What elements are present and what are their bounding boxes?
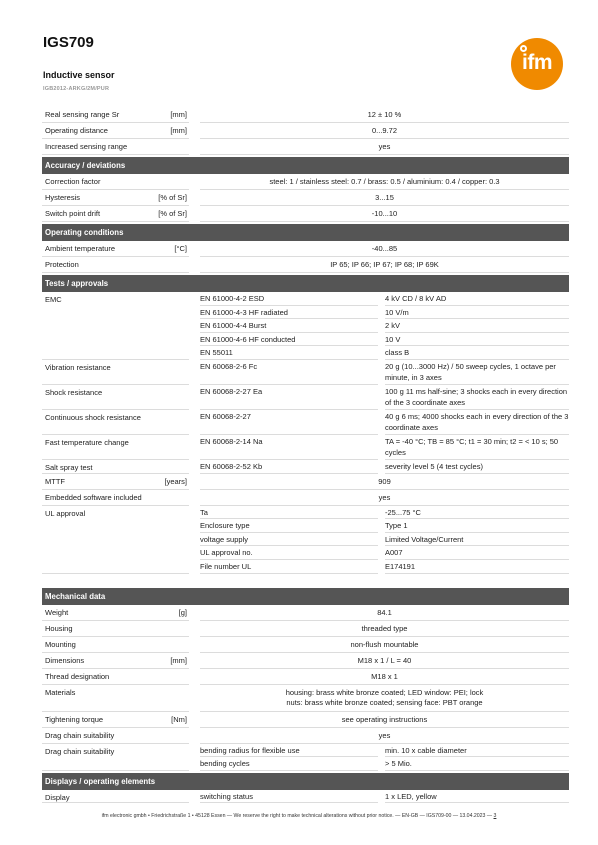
spec-label: Fast temperature change [45,438,129,447]
row-divider [42,802,189,803]
section-header: Operating conditions [42,224,569,241]
spec-label: Continuous shock resistance [45,413,141,422]
section-header: Displays / operating elements [42,773,569,790]
spec-subrow [42,292,569,306]
spec-subvalue: -25...75 °C [385,507,421,517]
spec-subvalue: 10 V/m [385,307,409,317]
spec-value [200,244,569,255]
spec-unit: [mm] [170,655,187,665]
spec-sublabel: EN 61000-4-4 Burst [200,321,267,331]
spec-subrow [42,319,569,333]
spec-value [200,177,569,188]
spec-unit: [years] [164,476,187,486]
row-divider [200,802,378,803]
spec-unit: [% of Sr] [158,193,187,202]
spec-row [42,712,569,728]
spec-subrow [42,790,569,804]
spec-value [200,142,569,153]
spec-value-line: see operating instructions [341,714,428,724]
product-title: IGS709 [43,34,94,51]
spec-subvalue: 20 g (10...3000 Hz) / 50 sweep cycles, 1 octave per minute, in 3 axes [385,362,556,382]
spec-value [200,193,569,204]
spec-label: Weight [45,607,69,617]
spec-group [42,410,569,435]
spec-unit: [Nm] [171,714,187,724]
spec-value [200,126,569,137]
spec-row [42,669,569,685]
spec-sublabel: bending cycles [200,759,250,769]
spec-subrow [42,519,569,533]
spec-subvalue: min. 10 x cable diameter [385,745,467,755]
spec-label: Mounting [45,639,76,649]
spec-value [200,688,569,709]
section-header: Tests / approvals [42,275,569,292]
footer-text: ifm electronic gmbh • Friedrichstraße 1 • 45128 Essen — We reserve the right to make technical alterations without prior notice. — EN-GB — IGS709-00 — 13.04.2023 — [101,813,493,819]
spec-value-line: 12 ± 10 % [367,110,402,119]
spec-value-line: steel: 1 / stainless steel: 0.7 / brass: 0.5 / aluminium: 0.4 / copper: 0.3 [269,177,500,186]
spec-subrow [42,546,569,560]
spec-sublabel: EN 60068-2-6 Fc [200,362,258,371]
spec-subvalue: > 5 Mio. [385,759,412,769]
row-divider [385,802,569,803]
spec-subvalue: Type 1 [385,521,408,531]
spec-subvalue: Limited Voltage/Current [385,534,464,544]
spec-value [200,260,569,271]
spec-subrow [42,333,569,347]
spec-value-line: housing: brass white bronze coated; LED window: PEI; lock [285,687,484,697]
spec-subrow [42,435,569,460]
spec-value [200,608,569,619]
logo-text: ifm [522,51,552,74]
spec-subrow [42,346,569,360]
article-number: IGB2012-ARKG/2M/PUR [43,86,110,92]
spec-row [42,107,569,123]
spec-row [42,637,569,653]
row-divider [42,221,189,222]
spec-subrow [42,410,569,435]
page-number: 3 [493,813,497,819]
spec-unit: [g] [178,607,187,617]
spec-label: Materials [45,687,76,697]
spec-label: Vibration resistance [45,363,111,372]
spec-value-line: yes [378,730,391,740]
spec-sublabel: EN 55011 [200,348,233,358]
spec-subrow [42,757,569,771]
page-footer [0,813,598,819]
row-divider [200,573,378,574]
spec-label: Ambient temperature [45,244,116,253]
spec-label: Embedded software included [45,492,142,502]
spec-label: Real sensing range Sr [45,110,120,119]
spec-label: Correction factor [45,177,101,186]
spec-value-line: nuts: brass white bronze coated; sensing face: PBT orange [286,698,483,708]
spec-row [42,123,569,139]
spec-group [42,435,569,460]
spec-sublabel: File number UL [200,561,252,571]
spec-unit: [% of Sr] [158,209,187,218]
row-divider [200,770,378,771]
row-divider [200,272,569,273]
spec-value [200,110,569,121]
spec-label: Operating distance [45,126,108,135]
spec-subvalue: severity level 5 (4 test cycles) [385,462,483,471]
spec-group [42,790,569,804]
spec-subrow [42,744,569,758]
spec-label: Housing [45,623,73,633]
spec-subvalue: TA = -40 °C; TB = 85 °C; t1 = 30 min; t2 = < 10 s; 50 cycles [385,437,559,457]
spec-sublabel: EN 61000-4-3 HF radiated [200,307,288,317]
spec-value-line: IP 65; IP 66; IP 67; IP 68; IP 69K [330,260,439,269]
spec-value [200,640,569,651]
spec-subvalue: 4 kV CD / 8 kV AD [385,294,447,303]
spec-label: Shock resistance [45,388,103,397]
spec-sublabel: EN 60068-2-27 Ea [200,387,263,396]
row-divider [385,573,569,574]
spec-label: Protection [45,260,79,269]
spec-row [42,190,569,206]
spec-label: EMC [45,295,62,304]
spec-label: Dimensions [45,655,85,665]
spec-value-line: 909 [378,476,391,486]
spec-group [42,360,569,385]
spec-sublabel: EN 60068-2-14 Na [200,437,263,446]
spec-row [42,728,569,744]
spec-subrow [42,460,569,474]
spec-sublabel: EN 60068-2-27 [200,412,251,421]
spec-row [42,621,569,637]
spec-row [42,174,569,190]
spec-value-line: M18 x 1 / L = 40 [357,655,412,665]
spec-subvalue: 100 g 11 ms half-sine; 3 shocks each in every direction of the 3 coordinate axes [385,387,568,407]
row-divider [42,272,189,273]
spec-label: Drag chain suitability [45,730,115,740]
spec-sublabel: EN 61000-4-6 HF conducted [200,334,296,344]
spec-subvalue: 10 V [385,334,401,344]
spec-subvalue: 40 g 6 ms; 4000 shocks each in every direction of the 3 coordinate axes [385,412,569,432]
spec-value-line: 0...9.72 [371,126,398,135]
row-divider [200,221,569,222]
spec-value [200,656,569,667]
spec-label: Switch point drift [45,209,101,218]
spec-value-line: -40...85 [371,244,398,253]
spec-group [42,460,569,474]
spec-sublabel: Ta [200,507,208,517]
spec-subrow [42,533,569,547]
row-divider [42,770,189,771]
spec-sublabel: bending radius for flexible use [200,745,300,755]
spec-sublabel: UL approval no. [200,548,253,558]
spec-sublabel: switching status [200,791,253,801]
spec-label: Tightening torque [45,714,104,724]
spec-value-line: threaded type [361,623,408,633]
section-header: Accuracy / deviations [42,157,569,174]
spec-row [42,490,569,506]
spec-value [200,731,569,742]
row-divider [42,154,189,155]
spec-unit: [mm] [170,110,187,119]
spec-value-line: yes [378,492,391,502]
spec-sublabel: Enclosure type [200,521,250,531]
row-divider [200,154,569,155]
spec-subvalue: 2 kV [385,321,401,331]
ifm-logo [511,38,563,90]
spec-group [42,744,569,771]
spec-subrow [42,360,569,385]
spec-value-line: -10...10 [371,209,398,218]
spec-label: Display [45,792,70,802]
spec-group [42,292,569,360]
spec-sublabel: EN 60068-2-52 Kb [200,462,263,471]
spec-subrow [42,506,569,520]
spec-value-line: non-flush mountable [350,639,419,649]
row-divider [42,573,189,574]
spec-unit: [°C] [174,244,187,253]
spec-table [42,107,569,803]
spec-label: UL approval [45,508,86,518]
spec-value [200,715,569,726]
spec-label: Thread designation [45,671,110,681]
spec-label: Hysteresis [45,193,81,202]
spec-row [42,605,569,621]
spec-subvalue: A007 [385,548,403,558]
section-header: Mechanical data [42,588,569,605]
spec-row [42,241,569,257]
spec-sublabel: voltage supply [200,534,248,544]
spec-row [42,139,569,155]
spec-sublabel: EN 61000-4-2 ESD [200,294,265,303]
spec-subrow [42,560,569,574]
spacer [42,574,569,586]
spec-value [200,477,569,488]
spec-subvalue: class B [385,348,410,358]
spec-value-line: M18 x 1 [371,671,398,681]
spec-label: Drag chain suitability [45,746,115,756]
spec-subrow [42,385,569,410]
spec-value [200,624,569,635]
spec-value-line: 84.1 [377,607,392,617]
spec-row [42,206,569,222]
spec-row [42,474,569,490]
row-divider [385,770,569,771]
spec-subvalue: 1 x LED, yellow [385,791,437,801]
spec-row [42,685,569,712]
spec-value-line: 3...15 [375,193,394,202]
spec-row [42,653,569,669]
spec-subrow [42,306,569,320]
spec-unit: [mm] [170,126,187,135]
spec-value [200,209,569,220]
spec-label: MTTF [45,476,65,486]
spec-value [200,493,569,504]
spec-value-line: yes [378,142,391,151]
spec-label: Salt spray test [45,463,93,472]
spec-subvalue: E174191 [385,561,416,571]
spec-value [200,672,569,683]
product-subtitle: Inductive sensor [43,70,115,80]
spec-group [42,385,569,410]
spec-group [42,506,569,574]
spec-label: Increased sensing range [45,142,128,151]
spec-row [42,257,569,273]
